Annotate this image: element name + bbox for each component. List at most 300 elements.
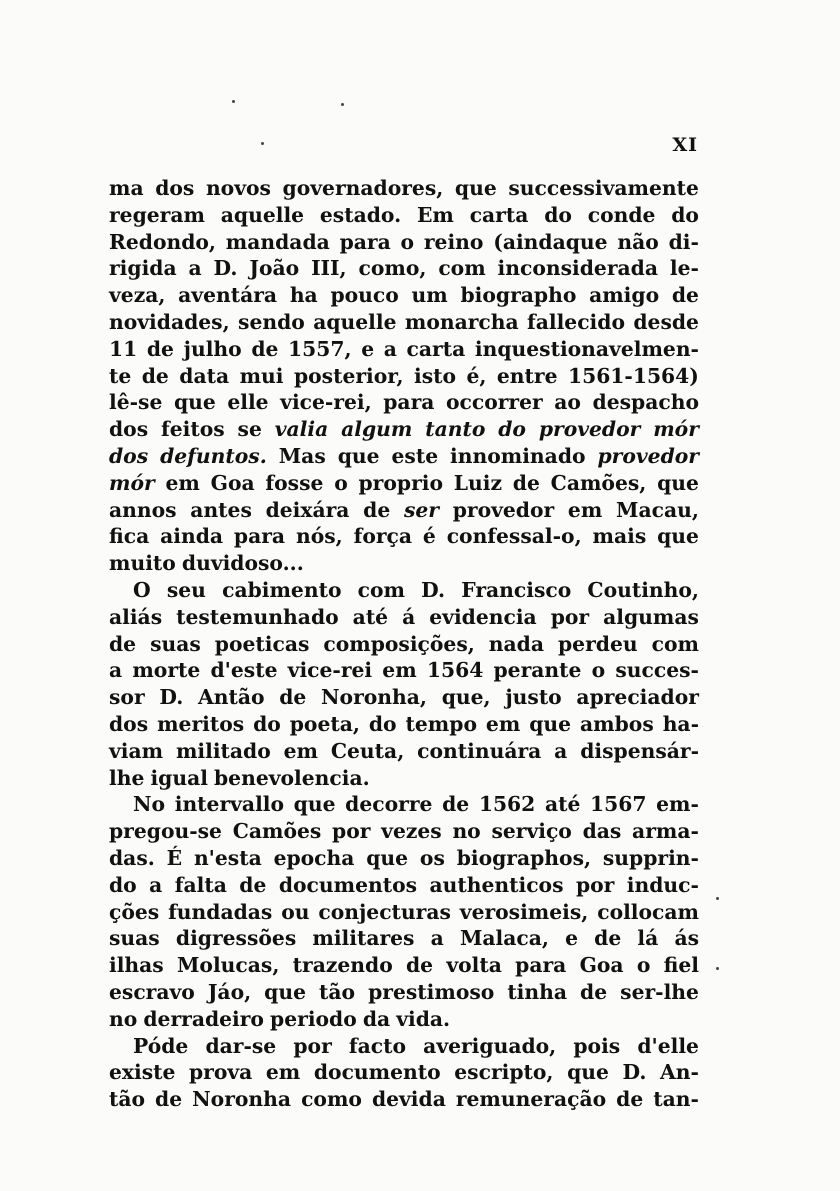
word: vezes bbox=[381, 819, 442, 844]
word: mór bbox=[653, 417, 699, 442]
word: continuára bbox=[417, 738, 542, 763]
text-line bbox=[109, 738, 699, 765]
word: Noronha bbox=[192, 1087, 292, 1112]
word: Em bbox=[416, 202, 454, 227]
word: militares bbox=[312, 926, 415, 951]
word: com bbox=[357, 577, 405, 602]
word: provedor bbox=[452, 497, 555, 522]
word: dos bbox=[109, 711, 149, 736]
word: inconsiderada bbox=[497, 256, 658, 281]
word: Molucas, bbox=[176, 953, 280, 978]
word: ao bbox=[554, 390, 581, 415]
word: dos bbox=[109, 417, 149, 442]
word: algumas bbox=[603, 604, 699, 629]
word: te bbox=[109, 363, 132, 388]
word: intervallo bbox=[174, 792, 285, 817]
word: a bbox=[149, 872, 163, 897]
word: isto bbox=[414, 363, 457, 388]
text-line bbox=[109, 631, 699, 658]
word: ções bbox=[109, 899, 160, 924]
word: duvidoso... bbox=[181, 551, 304, 576]
word: que, bbox=[441, 685, 491, 710]
text-line bbox=[109, 497, 699, 524]
word: Francisco bbox=[461, 577, 572, 602]
word: de bbox=[594, 926, 622, 951]
word: prestimoso bbox=[368, 979, 495, 1004]
word: é bbox=[422, 524, 436, 549]
word: induc- bbox=[626, 872, 699, 897]
word: pouco bbox=[330, 283, 399, 308]
word: 1562 bbox=[478, 792, 536, 817]
word: provedor bbox=[597, 443, 699, 468]
word: An- bbox=[660, 1060, 699, 1085]
word: perante bbox=[493, 658, 582, 683]
word: testemunhado bbox=[176, 604, 339, 629]
word: da bbox=[362, 1006, 391, 1031]
word: antes bbox=[190, 497, 252, 522]
word: de bbox=[616, 1087, 644, 1112]
word: ainda bbox=[160, 524, 224, 549]
word: vice-rei bbox=[287, 658, 373, 683]
text-line bbox=[109, 282, 699, 309]
text-line bbox=[109, 791, 699, 818]
word: pois bbox=[573, 1033, 621, 1058]
word: authenticos bbox=[429, 872, 564, 897]
word: aquelle bbox=[313, 309, 397, 334]
word: suas bbox=[150, 631, 201, 656]
word: Noronha, bbox=[321, 685, 427, 710]
word: de bbox=[406, 953, 434, 978]
word: volta bbox=[446, 953, 502, 978]
word: de bbox=[146, 336, 174, 361]
word: 11 bbox=[109, 336, 138, 361]
word: Macau, bbox=[616, 497, 699, 522]
word: seu bbox=[166, 577, 206, 602]
word: por bbox=[332, 819, 371, 844]
word: por bbox=[575, 872, 615, 897]
word: como bbox=[301, 1087, 362, 1112]
word: deixára bbox=[265, 497, 350, 522]
word: D. bbox=[421, 577, 446, 602]
specks bbox=[341, 103, 344, 106]
text-line bbox=[109, 684, 699, 711]
word: á bbox=[402, 604, 416, 629]
text-line bbox=[109, 389, 699, 416]
word: D. bbox=[159, 685, 184, 710]
word: este bbox=[391, 443, 439, 468]
word: em- bbox=[656, 792, 699, 817]
word: Antão bbox=[197, 685, 265, 710]
word: pregou-se bbox=[109, 819, 222, 844]
word: Póde bbox=[133, 1033, 189, 1058]
word: que bbox=[657, 470, 699, 495]
word: do bbox=[109, 872, 137, 897]
text-line bbox=[109, 952, 699, 979]
word: viam bbox=[109, 738, 164, 763]
word: D. bbox=[622, 1060, 647, 1085]
word: o bbox=[400, 229, 415, 254]
word: ha- bbox=[662, 711, 699, 736]
word: devida bbox=[371, 1087, 446, 1112]
word: supprin- bbox=[602, 845, 699, 870]
word: posterior, bbox=[293, 363, 404, 388]
word: reino bbox=[423, 229, 484, 254]
word: a bbox=[188, 256, 202, 281]
word: Camões bbox=[232, 819, 322, 844]
word: estado. bbox=[319, 202, 402, 227]
word: Goa bbox=[210, 470, 255, 495]
word: nós, bbox=[295, 524, 343, 549]
word: e bbox=[361, 336, 375, 361]
word: inquestionavelmen- bbox=[474, 336, 699, 361]
word: a bbox=[554, 738, 568, 763]
word: proprio bbox=[358, 470, 443, 495]
word: força bbox=[353, 524, 413, 549]
word: um bbox=[411, 283, 448, 308]
word: a bbox=[430, 926, 444, 951]
word: occorrer bbox=[445, 390, 543, 415]
word: elle bbox=[227, 390, 269, 415]
word: monarcha bbox=[404, 309, 519, 334]
word: em bbox=[165, 470, 200, 495]
word: D. bbox=[213, 256, 238, 281]
word: que bbox=[293, 792, 336, 817]
word: 1567 bbox=[590, 792, 647, 817]
word: epocha bbox=[273, 845, 355, 870]
word: de bbox=[671, 283, 699, 308]
word: de bbox=[109, 631, 137, 656]
word: tão bbox=[319, 979, 356, 1004]
word: regeram bbox=[109, 202, 205, 227]
word: n'esta bbox=[193, 845, 262, 870]
word: existe bbox=[109, 1060, 176, 1085]
word: de bbox=[239, 872, 267, 897]
word: do bbox=[253, 711, 281, 736]
word: igual bbox=[150, 765, 208, 790]
word: (aindaque bbox=[493, 229, 608, 254]
word: vice-rei, bbox=[280, 390, 372, 415]
word: que bbox=[567, 1060, 609, 1085]
word: Ceuta, bbox=[330, 738, 405, 763]
word: despacho bbox=[592, 390, 699, 415]
word: Mas bbox=[278, 443, 326, 468]
word: lhe bbox=[109, 765, 145, 790]
word: benevolencia. bbox=[214, 765, 370, 790]
word: de bbox=[279, 685, 307, 710]
word: trazendo bbox=[292, 953, 393, 978]
text-line bbox=[109, 416, 699, 443]
text-line bbox=[109, 202, 699, 229]
word: para bbox=[233, 524, 286, 549]
text-line bbox=[109, 604, 699, 631]
text-line bbox=[109, 1086, 699, 1113]
word: do bbox=[368, 711, 397, 736]
text-line bbox=[109, 309, 699, 336]
word: tan- bbox=[653, 1087, 699, 1112]
word: annos bbox=[109, 497, 177, 522]
word: facto bbox=[348, 1033, 407, 1058]
word: até bbox=[352, 604, 389, 629]
word: Redondo, bbox=[109, 229, 216, 254]
word: de bbox=[155, 1087, 183, 1112]
word: aventára bbox=[178, 283, 278, 308]
word: para bbox=[383, 390, 435, 415]
word: innominado bbox=[450, 443, 586, 468]
word: dar-se bbox=[205, 1033, 277, 1058]
word: averiguado, bbox=[423, 1033, 557, 1058]
text-line bbox=[109, 470, 699, 497]
text-line bbox=[109, 818, 699, 845]
word: de bbox=[141, 363, 169, 388]
word: do bbox=[544, 202, 572, 227]
text-line bbox=[109, 336, 699, 363]
word: do bbox=[498, 417, 526, 442]
word: veza, bbox=[109, 283, 166, 308]
specks bbox=[261, 142, 264, 145]
word: em bbox=[265, 1060, 301, 1085]
text-line bbox=[109, 899, 699, 926]
text-line bbox=[109, 255, 699, 282]
word: ás bbox=[674, 926, 699, 951]
word: a bbox=[109, 658, 123, 683]
specks bbox=[716, 897, 719, 900]
word: é, bbox=[466, 363, 487, 388]
word: que bbox=[454, 176, 497, 200]
word: ha bbox=[289, 283, 318, 308]
word: O bbox=[133, 577, 151, 602]
text-line bbox=[109, 925, 699, 952]
word: entre bbox=[496, 363, 558, 388]
text-line bbox=[109, 229, 699, 256]
word: conde bbox=[587, 202, 656, 227]
word: se bbox=[237, 417, 262, 442]
word: ilhas bbox=[109, 953, 164, 978]
word: governadores, bbox=[282, 176, 444, 200]
word: dispensár- bbox=[580, 738, 699, 763]
word: prova bbox=[188, 1060, 253, 1085]
word: mór bbox=[109, 470, 155, 495]
word: aliás bbox=[109, 604, 163, 629]
word: com bbox=[651, 631, 699, 656]
text-line bbox=[109, 577, 699, 604]
word: mais bbox=[592, 524, 647, 549]
word: por bbox=[550, 604, 590, 629]
word: das. bbox=[109, 845, 155, 870]
word: 1564 bbox=[426, 658, 484, 683]
word: collocam bbox=[597, 899, 699, 924]
word: le- bbox=[669, 256, 699, 281]
word: fica bbox=[109, 524, 150, 549]
word: valia bbox=[274, 417, 329, 442]
word: documentos bbox=[278, 872, 418, 897]
word: que bbox=[173, 390, 216, 415]
word: carta bbox=[469, 202, 529, 227]
word: tanto bbox=[425, 417, 486, 442]
text-line bbox=[109, 1033, 699, 1060]
word: succes- bbox=[615, 658, 699, 683]
word: Coutinho, bbox=[587, 577, 699, 602]
word: para bbox=[339, 229, 391, 254]
word: conjecturas bbox=[318, 899, 451, 924]
word: em bbox=[382, 658, 417, 683]
text-line bbox=[109, 363, 699, 390]
word: escripto, bbox=[454, 1060, 554, 1085]
word: meritos bbox=[157, 711, 245, 736]
word: que bbox=[529, 711, 572, 736]
word: que bbox=[337, 443, 380, 468]
text-line bbox=[109, 523, 699, 550]
word: de bbox=[442, 792, 470, 817]
word: di- bbox=[668, 229, 699, 254]
word: suas bbox=[109, 926, 160, 951]
word: confessal-o, bbox=[446, 524, 582, 549]
word: No bbox=[133, 792, 166, 817]
word: morte bbox=[132, 658, 201, 683]
word: d'elle bbox=[637, 1033, 699, 1058]
word: em bbox=[567, 497, 603, 522]
word: de bbox=[363, 497, 391, 522]
word: ser bbox=[403, 497, 439, 522]
word: Camões, bbox=[550, 470, 647, 495]
word: digressões bbox=[175, 926, 297, 951]
word: das bbox=[582, 819, 622, 844]
word: algum bbox=[341, 417, 413, 442]
word: feitos bbox=[161, 417, 225, 442]
text-line bbox=[109, 845, 699, 872]
word: ma bbox=[109, 176, 144, 200]
word: dos bbox=[155, 176, 195, 200]
word: dos bbox=[109, 443, 149, 468]
word: cabimento bbox=[222, 577, 342, 602]
word: do bbox=[671, 202, 699, 227]
word: lê-se bbox=[109, 390, 163, 415]
text-line bbox=[109, 550, 699, 577]
word: successivamente bbox=[508, 176, 699, 200]
word: aquelle bbox=[220, 202, 305, 227]
word: os bbox=[419, 845, 445, 870]
word: novos bbox=[205, 176, 271, 200]
word: fiel bbox=[663, 953, 699, 978]
text-line bbox=[109, 711, 699, 738]
word: biographos, bbox=[456, 845, 592, 870]
text-line bbox=[109, 872, 699, 899]
word: perdeu bbox=[558, 631, 638, 656]
word: tinha bbox=[507, 979, 568, 1004]
text-line bbox=[109, 175, 699, 202]
word: por bbox=[293, 1033, 332, 1058]
word: ambos bbox=[580, 711, 654, 736]
word: composições, bbox=[323, 631, 475, 656]
word: data bbox=[179, 363, 230, 388]
page-number: XI bbox=[672, 134, 698, 156]
word: fosse bbox=[265, 470, 324, 495]
word: até bbox=[544, 792, 581, 817]
word: lá bbox=[637, 926, 659, 951]
word: provedor bbox=[538, 417, 641, 442]
word: periodo bbox=[270, 1006, 357, 1031]
word: É bbox=[166, 845, 183, 870]
word: fundadas bbox=[168, 899, 273, 924]
word: Jáo, bbox=[207, 979, 252, 1004]
word: remuneração bbox=[455, 1087, 607, 1112]
word: que bbox=[366, 845, 409, 870]
word: vida. bbox=[396, 1006, 451, 1031]
word: decorre bbox=[345, 792, 433, 817]
word: d'este bbox=[210, 658, 278, 683]
word: escravo bbox=[109, 979, 195, 1004]
word: no bbox=[109, 1006, 138, 1031]
word: rigida bbox=[109, 256, 177, 281]
word: e bbox=[565, 926, 579, 951]
word: verosimeis, bbox=[459, 899, 589, 924]
word: Malaca, bbox=[459, 926, 549, 951]
word: muito bbox=[109, 551, 176, 576]
specks bbox=[232, 100, 235, 103]
text-line bbox=[109, 1059, 699, 1086]
body-text bbox=[109, 175, 699, 1113]
word: III, bbox=[311, 256, 347, 281]
word: justo bbox=[505, 685, 562, 710]
word: como, bbox=[358, 256, 427, 281]
word: amigo bbox=[589, 283, 660, 308]
word: evidencia bbox=[429, 604, 537, 629]
word: no bbox=[452, 819, 481, 844]
word: o bbox=[636, 953, 651, 978]
word: tempo bbox=[405, 711, 477, 736]
word: desde bbox=[633, 309, 699, 334]
word: nada bbox=[488, 631, 545, 656]
word: em bbox=[485, 711, 521, 736]
word: sendo bbox=[238, 309, 305, 334]
word: o bbox=[591, 658, 606, 683]
word: defuntos. bbox=[160, 443, 267, 468]
word: ser-lhe bbox=[620, 979, 699, 1004]
word: não bbox=[617, 229, 659, 254]
text-line bbox=[109, 765, 699, 792]
text-line bbox=[109, 443, 699, 470]
word: mui bbox=[239, 363, 284, 388]
word: com bbox=[438, 256, 486, 281]
word: sor bbox=[109, 685, 145, 710]
word: o bbox=[334, 470, 348, 495]
word: mandada bbox=[225, 229, 330, 254]
word: Luiz bbox=[453, 470, 503, 495]
word: em bbox=[283, 738, 319, 763]
word: 1561-1564) bbox=[567, 363, 699, 388]
word: falta bbox=[174, 872, 227, 897]
word: de bbox=[580, 979, 608, 1004]
word: derradeiro bbox=[143, 1006, 264, 1031]
word: que bbox=[264, 979, 307, 1004]
specks bbox=[716, 967, 719, 970]
text-line bbox=[109, 979, 699, 1006]
word: militado bbox=[175, 738, 271, 763]
word: documento bbox=[313, 1060, 441, 1085]
text-line bbox=[109, 657, 699, 684]
word: apreciador bbox=[576, 685, 699, 710]
word: ou bbox=[281, 899, 310, 924]
word: para bbox=[515, 953, 567, 978]
word: novidades, bbox=[109, 309, 230, 334]
word: poeta, bbox=[289, 711, 360, 736]
text-line bbox=[109, 1006, 699, 1033]
word: carta bbox=[406, 336, 466, 361]
word: poeticas bbox=[214, 631, 310, 656]
word: que bbox=[657, 524, 699, 549]
word: julho bbox=[183, 336, 242, 361]
word: 1557, bbox=[288, 336, 352, 361]
word: de bbox=[251, 336, 279, 361]
